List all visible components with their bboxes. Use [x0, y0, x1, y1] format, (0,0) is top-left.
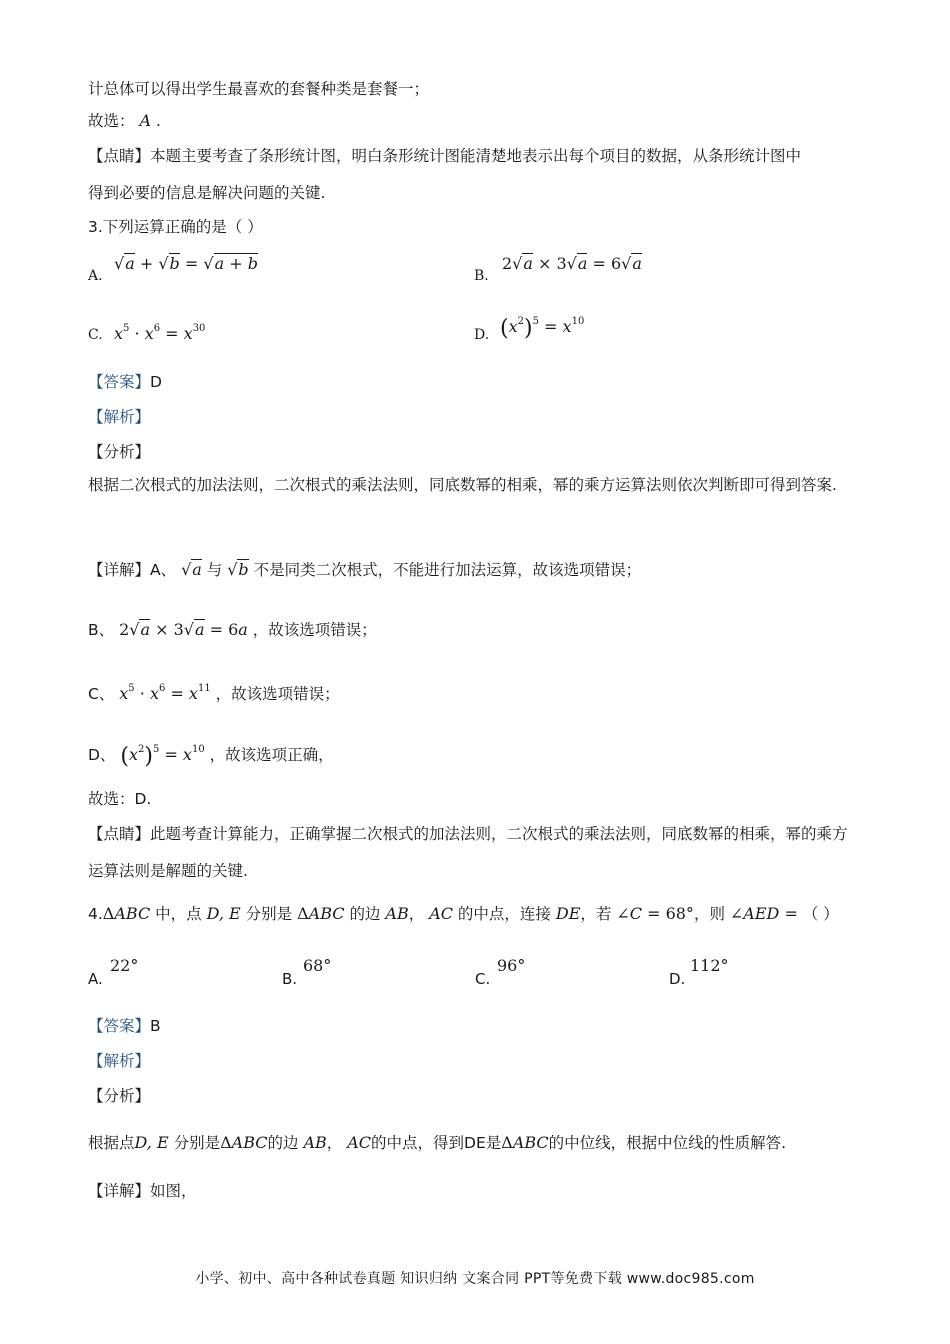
- q3-answer: [88, 371, 162, 393]
- fenxi-6: 的中位线，根据中位线的性质解答.: [548, 1134, 787, 1152]
- q3-option-c-formula: $x^5 \cdot x^6 = x^{30}$: [114, 323, 206, 343]
- q3-detail-c: [88, 678, 340, 705]
- sqrt-a-formula: √a: [181, 560, 202, 579]
- q4-number: 4.: [88, 905, 103, 923]
- q4-option-b-value: 68°: [303, 956, 332, 975]
- dianjing-text: 此题考查计算能力，正确掌握二次根式的加法法则，二次根式的乘法法则，同底数幂的相乘，幂的乘方运算法则是解题的关键.: [88, 825, 848, 880]
- page-footer: 小学、初中、高中各种试卷真题 知识归纳 文案合同 PPT等免费下载 www.doc985.com: [195, 1271, 755, 1287]
- q4-text-3: 的边: [349, 905, 381, 923]
- fenxi-3: 的边: [267, 1134, 299, 1152]
- detail-d-formula: $(x^2)^5 = x^{10}$: [120, 744, 205, 769]
- q4-text-5: 的中点，连接: [457, 905, 551, 923]
- q4-option-c-value: 96°: [497, 956, 526, 975]
- detail-a-mid: 与: [206, 561, 223, 579]
- q3-option-a-formula: √a + √b = √a + b: [114, 254, 258, 273]
- fenxi-4: ，: [326, 1134, 343, 1152]
- q3-detail-d: [88, 739, 334, 768]
- dianjing-tag: 【点睛】: [88, 825, 151, 843]
- q4-analysis-tag: 【解析】: [88, 1052, 151, 1070]
- question-3-title: 3.下列运算正确的是（ ）: [88, 218, 263, 236]
- dianjing-text: 本题主要考查了条形统计图，明白条形统计图能清楚地表示出每个项目的数据，从条形统计图中: [150, 147, 802, 165]
- detail-a-suffix: 不是同类二次根式，不能进行加法运算，故该选项错误；: [253, 561, 642, 579]
- q3-detail-a: [88, 559, 641, 581]
- q3-option-b-formula: 2√a × 3√a = 6√a: [502, 254, 642, 273]
- choose-suffix: .: [155, 112, 161, 130]
- q4-text-2: 分别是: [245, 905, 293, 923]
- detail-c-formula: $x^5 \cdot x^6 = x^{11}$: [119, 683, 211, 703]
- detail-tag: 【详解】: [88, 1182, 151, 1200]
- q4-fenxi-tag: 【分析】: [88, 1087, 151, 1105]
- q4-text-1: 中，点: [155, 905, 202, 923]
- q4-detail: [88, 1180, 197, 1202]
- detail-d-prefix: D、: [88, 746, 116, 764]
- triangle-abc: ΔABC: [501, 1133, 549, 1152]
- q4-option-b-label: B.: [282, 970, 298, 988]
- detail-b-suffix: ，故该选项错误；: [252, 621, 377, 639]
- detail-c-prefix: C、: [88, 685, 115, 703]
- detail-tag: 【详解】: [88, 561, 151, 579]
- q3-detail-b: [88, 619, 377, 641]
- q3-option-d-label: D.: [474, 327, 490, 343]
- q4-text-8: （ ）: [802, 905, 839, 923]
- points-de: D, E: [134, 1133, 169, 1152]
- detail-b-prefix: B、: [88, 621, 115, 639]
- segment-ab: AB: [303, 1133, 327, 1152]
- q3-dianjing: [88, 816, 863, 890]
- answer-choice-line: [88, 110, 161, 132]
- triangle-abc: ΔABC: [297, 904, 345, 923]
- text-line: 计总体可以得出学生最喜欢的套餐种类是套餐一；: [88, 80, 430, 98]
- detail-c-suffix: ，故该选项错误；: [215, 685, 340, 703]
- angle-aed-formula: ∠AED =: [729, 904, 798, 923]
- q4-option-d-value: 112°: [690, 956, 729, 975]
- segment-ac: AC: [429, 904, 453, 923]
- points-de: D, E: [206, 904, 241, 923]
- q3-analysis-tag: 【解析】: [88, 408, 151, 426]
- fenxi-5: 的中点，得到DE是: [371, 1134, 502, 1152]
- answer-value: B: [150, 1017, 161, 1035]
- angle-c-formula: ∠C = 68°: [616, 904, 694, 923]
- detail-b-formula: 2√a × 3√a = 6a: [119, 620, 248, 639]
- q3-fenxi-tag: 【分析】: [88, 443, 151, 461]
- q3-option-c-label: C.: [88, 327, 103, 343]
- triangle-abc: ΔABC: [102, 904, 151, 923]
- q4-text-4: ，: [408, 905, 425, 923]
- fenxi-2: 分别是: [173, 1134, 221, 1152]
- choose-prefix: 故选：: [88, 112, 135, 130]
- question-4-title: [88, 903, 839, 925]
- dianjing-line: [88, 145, 801, 167]
- segment-ac: AC: [347, 1133, 372, 1152]
- sqrt-b-formula: √b: [227, 560, 249, 579]
- q4-fenxi-text: [88, 1132, 786, 1154]
- q4-option-a-value: 22°: [110, 956, 139, 975]
- triangle-abc: ΔABC: [220, 1133, 268, 1152]
- q4-option-d-label: D.: [669, 970, 686, 988]
- q4-answer: [88, 1015, 161, 1037]
- dianjing-tag: 【点睛】: [88, 147, 151, 165]
- q4-option-c-label: C.: [475, 970, 491, 988]
- q4-text-6: ，若: [580, 905, 612, 923]
- segment-ab: AB: [385, 904, 409, 923]
- answer-tag: 【答案】: [88, 373, 151, 391]
- q3-option-b-label: B.: [474, 268, 489, 284]
- q4-text-7: ，则: [693, 905, 725, 923]
- q3-choose: 故选：D.: [88, 790, 152, 808]
- text-line: 得到必要的信息是解决问题的关键.: [88, 184, 326, 202]
- segment-de: DE: [555, 904, 581, 923]
- detail-a-prefix: A、: [150, 561, 177, 579]
- q3-option-d-formula: $(x^2)^5 = x^{10}$: [500, 316, 585, 341]
- choose-var: A: [139, 111, 152, 130]
- answer-value: D: [150, 373, 162, 391]
- q4-option-a-label: A.: [88, 970, 103, 988]
- detail-text: 如图，: [150, 1182, 197, 1200]
- answer-tag: 【答案】: [88, 1017, 151, 1035]
- q3-fenxi-text: 根据二次根式的加法法则，二次根式的乘法法则，同底数幂的相乘，幂的乘方运算法则依次判断即可得到答案.: [88, 476, 837, 494]
- q3-option-a-label: A.: [88, 268, 103, 284]
- detail-d-suffix: ，故该选项正确，: [209, 746, 334, 764]
- fenxi-1: 根据点: [88, 1134, 135, 1152]
